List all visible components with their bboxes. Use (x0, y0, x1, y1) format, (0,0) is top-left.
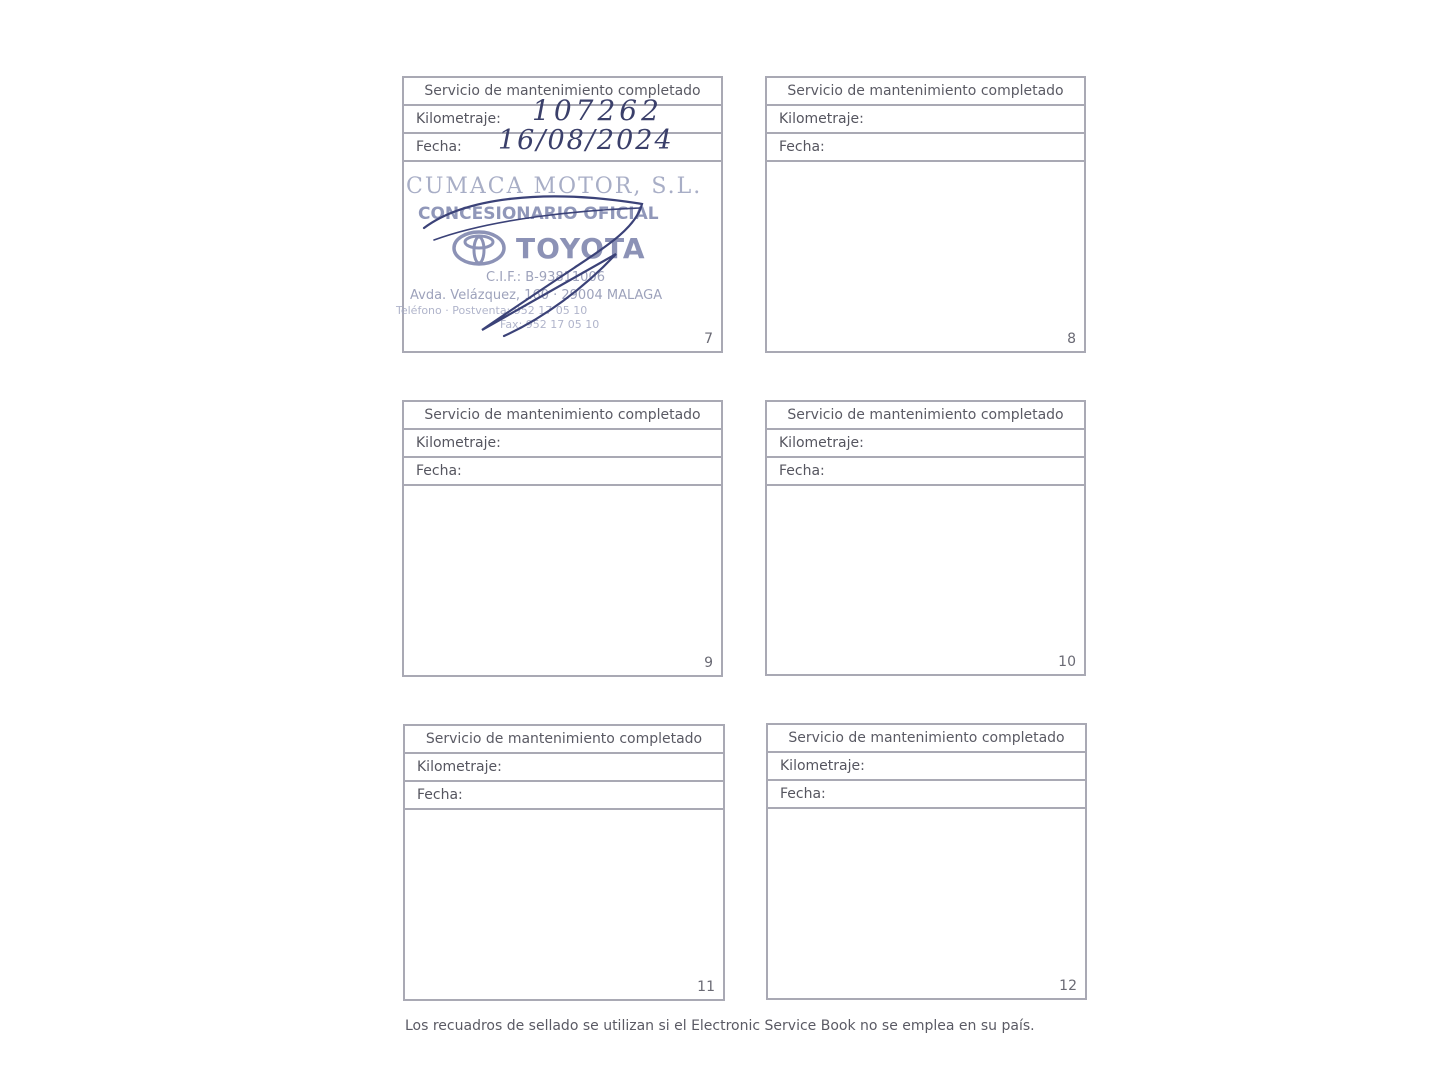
box-number: 11 (697, 979, 715, 995)
date-row (768, 781, 1085, 809)
km-label: Kilometraje: (416, 435, 501, 451)
box-title: Servicio de mantenimiento completado (404, 78, 721, 106)
km-row (405, 754, 723, 782)
date-label: Fecha: (416, 139, 462, 155)
handwritten-signature (404, 78, 725, 355)
date-label: Fecha: (779, 463, 825, 479)
km-row (767, 106, 1084, 134)
km-row (404, 430, 721, 458)
km-row (767, 430, 1084, 458)
service-box-8 (765, 76, 1086, 353)
date-label: Fecha: (417, 787, 463, 803)
box-number: 8 (1067, 331, 1076, 347)
date-label: Fecha: (416, 463, 462, 479)
date-row (767, 134, 1084, 162)
stamp-address: Avda. Velázquez, 160 · 29004 MALAGA (410, 288, 663, 303)
stamp-company: CUMACA MOTOR, S.L. (406, 174, 703, 199)
box-title: Servicio de mantenimiento completado (768, 725, 1085, 753)
km-label: Kilometraje: (780, 758, 865, 774)
service-box-10 (765, 400, 1086, 676)
service-box-9 (402, 400, 723, 677)
date-row (404, 458, 721, 486)
km-label: Kilometraje: (779, 111, 864, 127)
stamp-phone: Teléfono · Postventa: 952 17 05 10 (396, 304, 588, 317)
service-box-7 (396, 76, 723, 353)
km-label: Kilometraje: (779, 435, 864, 451)
date-row (405, 782, 723, 810)
box-number: 12 (1059, 978, 1077, 994)
stamp-dealer: CONCESIONARIO OFICIAL (418, 204, 659, 224)
box-title: Servicio de mantenimiento completado (404, 402, 721, 430)
date-label: Fecha: (780, 786, 826, 802)
box-number: 10 (1058, 654, 1076, 670)
service-box-12 (766, 723, 1087, 1000)
km-label: Kilometraje: (416, 111, 501, 127)
date-label: Fecha: (779, 139, 825, 155)
km-label: Kilometraje: (417, 759, 502, 775)
km-row (768, 753, 1085, 781)
box-number: 9 (704, 655, 713, 671)
box-title: Servicio de mantenimiento completado (767, 78, 1084, 106)
footnote-text: Los recuadros de sellado se utilizan si el Electronic Service Book no se emplea en su país. (405, 1018, 1035, 1034)
date-row (767, 458, 1084, 486)
km-handwritten-value: 107262 (532, 94, 663, 127)
box-title: Servicio de mantenimiento completado (405, 726, 723, 754)
box-number: 7 (704, 331, 713, 347)
stamp-cif: C.I.F.: B-93811006 (486, 270, 605, 285)
box-title: Servicio de mantenimiento completado (767, 402, 1084, 430)
date-handwritten-value: 16/08/2024 (498, 125, 674, 156)
stamp-fax: Fax: 952 17 05 10 (500, 318, 600, 331)
service-box-11 (403, 724, 725, 1001)
stamp-brand: TOYOTA (516, 232, 646, 265)
